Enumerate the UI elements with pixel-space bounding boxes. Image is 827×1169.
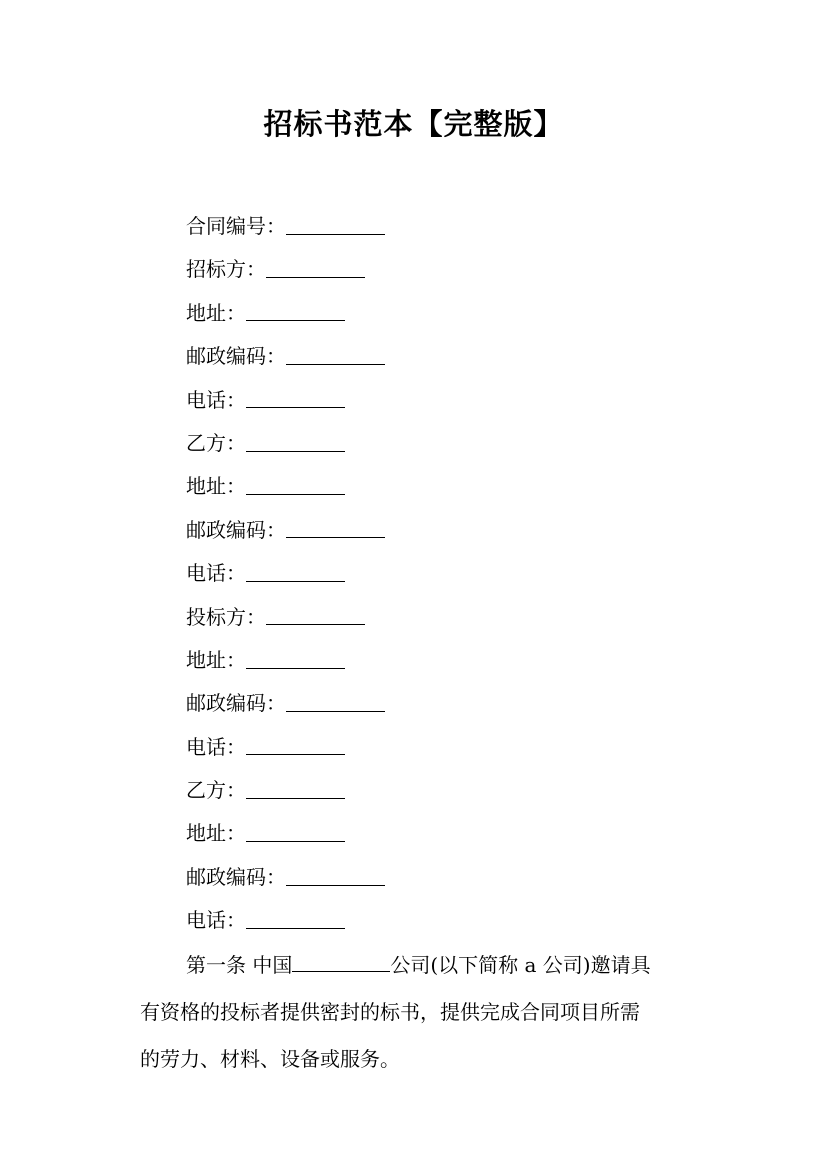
field-row [186, 509, 706, 552]
field-label: 邮政编码： [186, 344, 286, 369]
fill-in-blank [266, 276, 365, 278]
field-row [186, 292, 706, 335]
field-label: 电话： [186, 734, 246, 759]
fill-in-blank [286, 536, 385, 538]
fill-in-blank [246, 450, 345, 452]
fill-in-blank [246, 753, 345, 755]
field-row [186, 856, 706, 899]
field-row [186, 639, 706, 682]
fill-in-blank [246, 927, 345, 929]
field-row [186, 465, 706, 508]
fill-in-blank [286, 710, 385, 712]
field-label: 电话： [186, 908, 246, 933]
fill-in-blank [266, 623, 365, 625]
article-line [140, 942, 690, 989]
field-row [186, 726, 706, 769]
field-label: 乙方： [186, 778, 246, 803]
field-label: 邮政编码： [186, 691, 286, 716]
field-row [186, 379, 706, 422]
fill-in-blank [246, 840, 345, 842]
company-name-blank [292, 953, 390, 972]
article-1-paragraph [140, 942, 690, 1083]
article-line-suffix: 公司(以下简称 a 公司)邀请具 [390, 953, 651, 977]
party-info-fields [186, 205, 706, 943]
field-label: 电话： [186, 561, 246, 586]
field-label: 地址： [186, 821, 246, 846]
fill-in-blank [246, 319, 345, 321]
article-line: 的劳力、材料、设备或服务。 [140, 1047, 400, 1071]
fill-in-blank [286, 363, 385, 365]
fill-in-blank [246, 797, 345, 799]
field-label: 邮政编码： [186, 517, 286, 542]
fill-in-blank [246, 406, 345, 408]
fill-in-blank [286, 884, 385, 886]
field-row [186, 596, 706, 639]
field-row [186, 335, 706, 378]
field-row [186, 422, 706, 465]
field-label: 合同编号： [186, 214, 286, 238]
article-line: 有资格的投标者提供密封的标书，提供完成合同项目所需 [140, 1000, 640, 1024]
field-label: 邮政编码： [186, 864, 286, 889]
field-row [186, 769, 706, 812]
field-row [186, 682, 706, 725]
field-row [186, 552, 706, 595]
document-title: 招标书范本【完整版】 [263, 107, 564, 141]
field-row [186, 248, 706, 291]
field-row [186, 812, 706, 855]
field-row [186, 205, 706, 248]
field-row [186, 899, 706, 942]
field-label: 地址： [186, 647, 246, 672]
field-label: 招标方： [186, 257, 266, 282]
field-label: 电话： [186, 387, 246, 412]
fill-in-blank [246, 667, 345, 669]
field-label: 投标方： [186, 604, 266, 629]
field-label: 地址： [186, 300, 246, 325]
fill-in-blank [246, 580, 345, 582]
field-label: 地址： [186, 474, 246, 499]
fill-in-blank [286, 233, 385, 235]
article-line-prefix: 第一条 中国 [186, 953, 293, 977]
field-label: 乙方： [186, 430, 246, 455]
fill-in-blank [246, 493, 345, 495]
